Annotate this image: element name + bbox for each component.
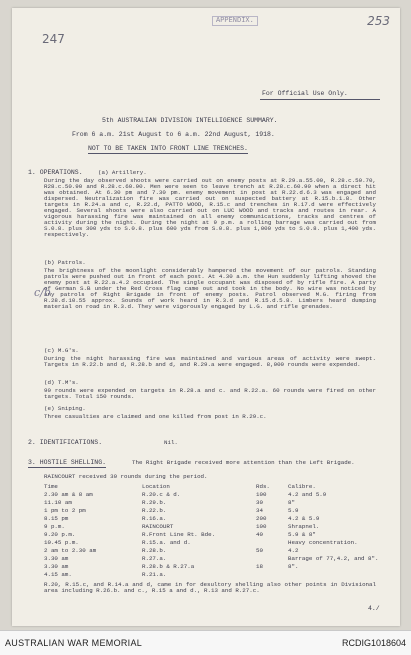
shelling-table-cell: R.20.c & d. bbox=[142, 491, 181, 498]
shelling-table-cell: 4.2 and 5.9 bbox=[288, 491, 327, 498]
shelling-table-cell: 9.20 p.m. bbox=[44, 531, 76, 538]
shelling-table-cell: 5.9 bbox=[288, 507, 299, 514]
shelling-table-cell: 3.30 am bbox=[44, 555, 69, 562]
shelling-table-cell: R.16.a. bbox=[142, 515, 167, 522]
tms-label: (d) T.M's. bbox=[44, 379, 79, 386]
shelling-table-cell: R.28.b. bbox=[142, 547, 167, 554]
shelling-table-cell: R.22.b. bbox=[142, 507, 167, 514]
shelling-table-cell: R.Front Line Rt. Bde. bbox=[142, 531, 216, 538]
shelling-table-cell: R.15.a. and d. bbox=[142, 539, 191, 546]
hostile-intro: The Right Brigade received more attention than the Left Brigade. bbox=[132, 459, 355, 466]
mgs-label: (c) M.G's. bbox=[44, 347, 79, 354]
identifications-value: Nil. bbox=[164, 439, 178, 446]
shelling-table-cell: 34 bbox=[256, 507, 263, 514]
summary-warning: NOT TO BE TAKEN INTO FRONT LINE TRENCHES. bbox=[88, 145, 248, 152]
shelling-table-cell: 2.30 am & 8 am bbox=[44, 491, 93, 498]
shelling-table-cell: R.27.a. bbox=[142, 555, 167, 562]
patrols-text: The brightness of the moonlight considerably hampered the movement of our patrols. Standing patrols were pushed out in front of each post. At 4.30 a.m. the Hun suddenly lifting shoved the enemy post at R.22.a.4.2 occupied. The single occupant was disposed of by rifle fire. A party of German S.B under the Red Cross flag came out and took in the body. No wire was noticed by any patrols of Right Brigade in front of enemy posts. Patrol observed M.G. firing from R.28.d.10.55 approx. Sounds of work heard in R.3.d and R.15.d.5.8. Limbers heard dumping material on road in R.3.d. They were vigorously engaged by L.G. and rifle grenades. bbox=[44, 267, 376, 310]
artillery-text: During the day observed shoots were carried out on enemy posts at R.29.a.55.00, R.28.c.50.70, R28.c.50.90 and R.28.c.60.90. Men were seen to leave trench at R.28.c.60.90 when a direct hit was obtained. At 6.30 pm and 7.30 pm. enemy movement in post at R.22.d.6.3 was engaged and dispersed. Neutralization fire was carried out on suspected battery at R.15.b.1.8. Other targets in R.24.a and c, R.22.d, PATTO WOOD, R.15.c and trenches in R.17.d were effectively engaged. Several shoots were also carried out on LUC WOOD and tracks and routes in rear. A vigorous harassing fire was maintained on all enemy communications, tracks and centres of activity during the night. During the night at 9 p.m. a rolling barrage was carried out from S.0.8. plus 300 yds to S.0.8. plus 600 yds from S.0.8. plus 1,000 yds to S.0.8. plus 1,400 yds. respectively. bbox=[44, 177, 376, 238]
shelling-table-cell: 18 bbox=[256, 563, 263, 570]
shelling-table-cell: 4.2 bbox=[288, 547, 299, 554]
shelling-table-cell: 1 pm to 2 pm bbox=[44, 507, 86, 514]
patrols-label: (b) Patrols. bbox=[44, 259, 86, 266]
artillery-label: (a) Artillery. bbox=[98, 169, 147, 176]
mgs-text: During the night harassing fire was maintained and various areas of activity were swept. Targets in R.22.b and d, R.28.b and d, and R.29.a were engaged. 8,000 rounds were expended. bbox=[44, 355, 376, 368]
folio-left: 247 bbox=[42, 32, 65, 46]
shelling-table-cell: Shrapnel. bbox=[288, 523, 320, 530]
shelling-table-cell: Heavy concentration. bbox=[288, 539, 358, 546]
shelling-table-cell: 40 bbox=[256, 531, 263, 538]
shelling-table-cell: 8.15 pm bbox=[44, 515, 69, 522]
shelling-table-cell: 4.2 & 5.9 bbox=[288, 515, 320, 522]
shelling-table-cell: R.28.b & R.27.a bbox=[142, 563, 195, 570]
appendix-stamp: APPENDIX. bbox=[212, 16, 258, 26]
shelling-table-cell: 2 am to 2.30 am bbox=[44, 547, 97, 554]
shelling-table-cell: 100 bbox=[256, 523, 267, 530]
shelling-table-cell: 8" bbox=[288, 499, 295, 506]
shelling-table-cell: 100 bbox=[256, 491, 267, 498]
shelling-table-cell: 3.30 am bbox=[44, 563, 69, 570]
official-use-label: For Official Use Only. bbox=[262, 90, 348, 97]
shelling-table-cell: 11.10 am bbox=[44, 499, 72, 506]
shelling-table-cell: R.29.b. bbox=[142, 499, 167, 506]
operations-heading: 1. OPERATIONS. bbox=[28, 169, 83, 176]
shelling-column-header: Rds. bbox=[256, 483, 270, 490]
official-rule bbox=[260, 99, 380, 100]
shelling-table-cell: 10.45 p.m. bbox=[44, 539, 79, 546]
shelling-table-cell: 200 bbox=[256, 515, 267, 522]
shelling-table-cell: 50 bbox=[256, 547, 263, 554]
shelling-table-cell: 5.9 & 8" bbox=[288, 531, 316, 538]
summary-dates: From 6 a.m. 21st August to 6 a.m. 22nd August, 1918. bbox=[72, 131, 275, 138]
shelling-table-cell: 30 bbox=[256, 499, 263, 506]
shelling-table-cell: 8". bbox=[288, 563, 299, 570]
marginal-note: c/b bbox=[34, 286, 51, 299]
document-page bbox=[12, 8, 400, 626]
shelling-column-header: Calibre. bbox=[288, 483, 316, 490]
shelling-table-cell: 4.15 am. bbox=[44, 571, 72, 578]
sniping-text: Three casualties are claimed and one killed from post in R.29.c. bbox=[44, 413, 267, 420]
shelling-table-cell: Barrage of 77,4.2, and 8". bbox=[288, 555, 379, 562]
archive-footer bbox=[0, 630, 411, 655]
folio-right: 253 bbox=[367, 14, 390, 28]
tms-text: 90 rounds were expended on targets in R.28.a and c. and R.22.a. 60 rounds were fired on other targets. Total 150 rounds. bbox=[44, 387, 376, 400]
shelling-column-header: Location bbox=[142, 483, 170, 490]
continued-mark: 4./ bbox=[368, 605, 380, 612]
raincourt-line: RAINCOURT received 30 rounds during the period. bbox=[44, 473, 208, 480]
summary-title: 5th AUSTRALIAN DIVISION INTELLIGENCE SUMMARY. bbox=[102, 117, 278, 124]
shelling-table-cell: R.21.a. bbox=[142, 571, 167, 578]
shelling-table-cell: RAINCOURT bbox=[142, 523, 174, 530]
shelling-footer-text: R.20, R.15.c, and R.14.a and d, came in for desultory shelling also other points in Divisional area including R.26.b. and c., R.15 a and d., R.13 and R.27.c. bbox=[44, 581, 376, 594]
identifications-heading: 2. IDENTIFICATIONS. bbox=[28, 439, 103, 446]
archive-name: AUSTRALIAN WAR MEMORIAL bbox=[5, 638, 143, 648]
shelling-column-header: Time bbox=[44, 483, 58, 490]
shelling-table-cell: 9 p.m. bbox=[44, 523, 65, 530]
sniping-label: (e) Sniping. bbox=[44, 405, 86, 412]
archive-reference: RCDIG1018604 bbox=[341, 638, 406, 648]
hostile-heading: 3. HOSTILE SHELLING. bbox=[28, 459, 107, 466]
